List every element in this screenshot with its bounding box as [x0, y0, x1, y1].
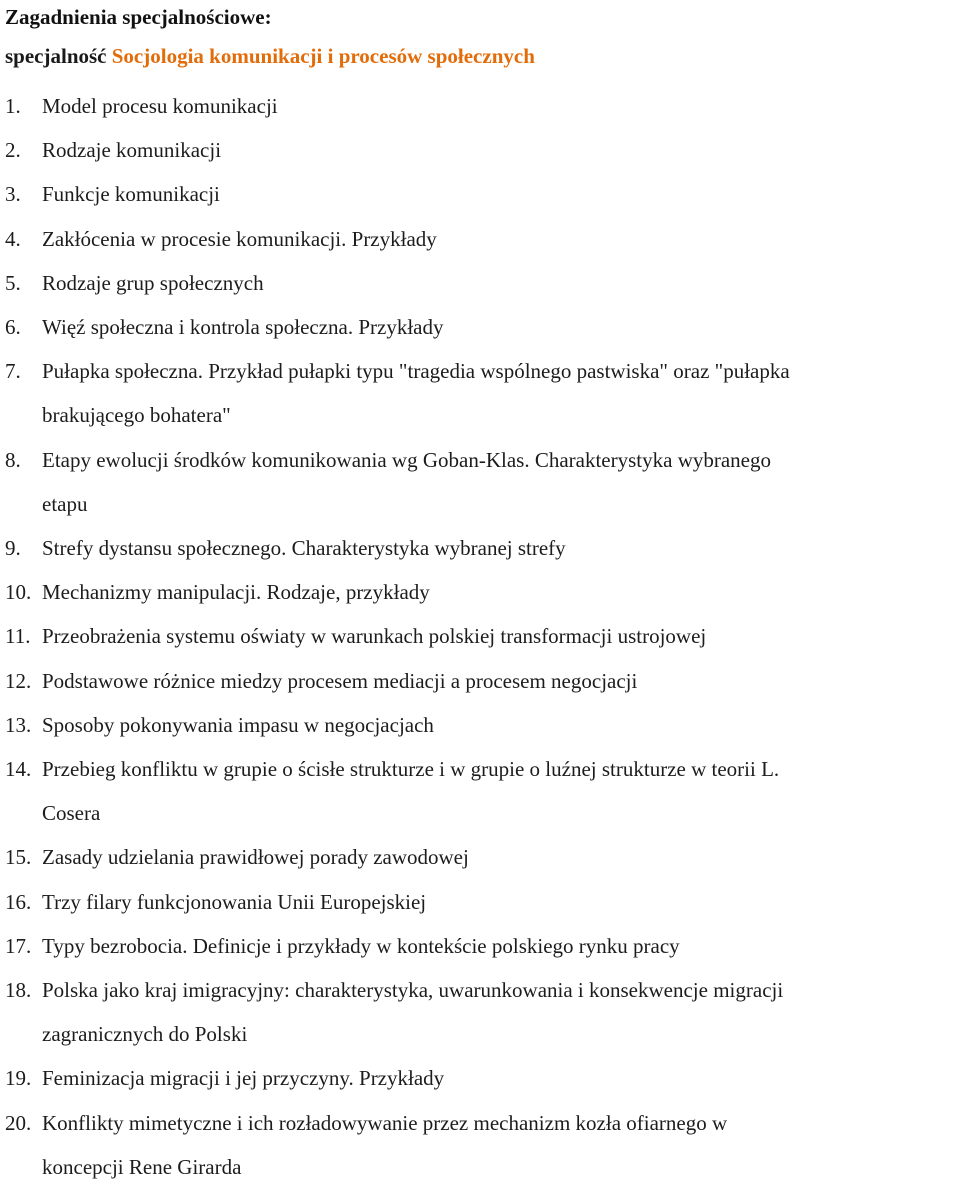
topic-number: 17. — [5, 933, 32, 958]
topic-text: koncepcji Rene Girarda — [42, 1154, 242, 1179]
topic-item — [0, 438, 960, 526]
topic-text: Zakłócenia w procesie komunikacji. Przykłady — [42, 226, 437, 251]
topic-text: Cosera — [42, 801, 101, 826]
topic-item — [0, 172, 960, 216]
topic-text: zagranicznych do Polski — [42, 1022, 248, 1047]
specialty-line — [5, 41, 535, 71]
topic-item — [0, 659, 960, 703]
topic-number: 9. — [5, 536, 21, 561]
topic-number: 8. — [5, 447, 21, 472]
topic-number: 1. — [5, 94, 21, 118]
topic-number: 13. — [5, 712, 32, 737]
topic-text: Strefy dystansu społecznego. Charakterystyka wybranej strefy — [42, 536, 566, 561]
topic-number: 3. — [5, 182, 21, 207]
topic-text: Podstawowe różnice miedzy procesem mediacji a procesem negocjacji — [42, 668, 638, 693]
topic-number: 14. — [5, 757, 32, 782]
topic-item — [0, 261, 960, 305]
topic-text: Polska jako kraj imigracyjny: charakterystyka, uwarunkowania i konsekwencje migracji — [42, 978, 784, 1003]
topic-item — [0, 128, 960, 172]
topic-text: Zasady udzielania prawidłowej porady zawodowej — [42, 845, 469, 870]
topic-number: 5. — [5, 270, 21, 295]
topic-item — [0, 349, 960, 437]
topic-text: brakującego bohatera" — [42, 403, 231, 428]
topic-text: Etapy ewolucji środków komunikowania wg Goban-Klas. Charakterystyka wybranego — [42, 447, 771, 472]
topic-number: 11. — [5, 624, 31, 649]
topic-number: 4. — [5, 226, 21, 251]
topic-item — [0, 747, 960, 835]
topics-list — [0, 84, 960, 1189]
topic-text: Model procesu komunikacji — [42, 94, 278, 118]
topic-number: 7. — [5, 359, 21, 384]
topic-item — [0, 84, 960, 128]
topic-text: Typy bezrobocia. Definicje i przykłady w kontekście polskiego rynku pracy — [42, 933, 680, 958]
topic-text: etapu — [42, 491, 88, 516]
topic-number: 12. — [5, 668, 32, 693]
topic-item — [0, 614, 960, 658]
topic-item — [0, 305, 960, 349]
topic-number: 19. — [5, 1066, 32, 1091]
topic-item — [0, 880, 960, 924]
topic-text: Funkcje komunikacji — [42, 182, 220, 207]
topic-item — [0, 924, 960, 968]
topic-item — [0, 835, 960, 879]
topic-item — [0, 217, 960, 261]
document-heading: Zagadnienia specjalnościowe: — [5, 5, 272, 29]
topic-item — [0, 526, 960, 570]
topic-number: 2. — [5, 138, 21, 163]
topic-item — [0, 570, 960, 614]
topic-text: Przeobrażenia systemu oświaty w warunkach polskiej transformacji ustrojowej — [42, 624, 707, 649]
topic-text: Mechanizmy manipulacji. Rodzaje, przykłady — [42, 580, 430, 605]
topic-text: Rodzaje komunikacji — [42, 138, 222, 163]
topic-text: Sposoby pokonywania impasu w negocjacjach — [42, 712, 434, 737]
topic-number: 20. — [5, 1110, 32, 1135]
specialty-name: Socjologia komunikacji i procesów społecznych — [111, 44, 535, 68]
specialty-prefix: specjalność — [5, 44, 107, 68]
topic-number: 15. — [5, 845, 32, 870]
topic-text: Konflikty mimetyczne i ich rozładowywanie przez mechanizm kozła ofiarnego w — [42, 1110, 728, 1135]
topic-item — [0, 703, 960, 747]
topic-number: 10. — [5, 580, 32, 605]
topic-number: 18. — [5, 978, 32, 1003]
topic-item — [0, 1101, 960, 1189]
topic-number: 6. — [5, 315, 21, 340]
topic-text: Rodzaje grup społecznych — [42, 270, 264, 295]
topic-item — [0, 968, 960, 1056]
topic-text: Feminizacja migracji i jej przyczyny. Przykłady — [42, 1066, 445, 1091]
topic-number: 16. — [5, 889, 32, 914]
topic-text: Pułapka społeczna. Przykład pułapki typu "tragedia wspólnego pastwiska" oraz "pułapka — [42, 359, 790, 384]
topic-text: Przebieg konfliktu w grupie o ścisłe strukturze i w grupie o luźnej strukturze w teorii L. — [42, 757, 780, 782]
topic-text: Trzy filary funkcjonowania Unii Europejskiej — [42, 889, 427, 914]
topic-item — [0, 1056, 960, 1100]
topic-text: Więź społeczna i kontrola społeczna. Przykłady — [42, 315, 444, 340]
